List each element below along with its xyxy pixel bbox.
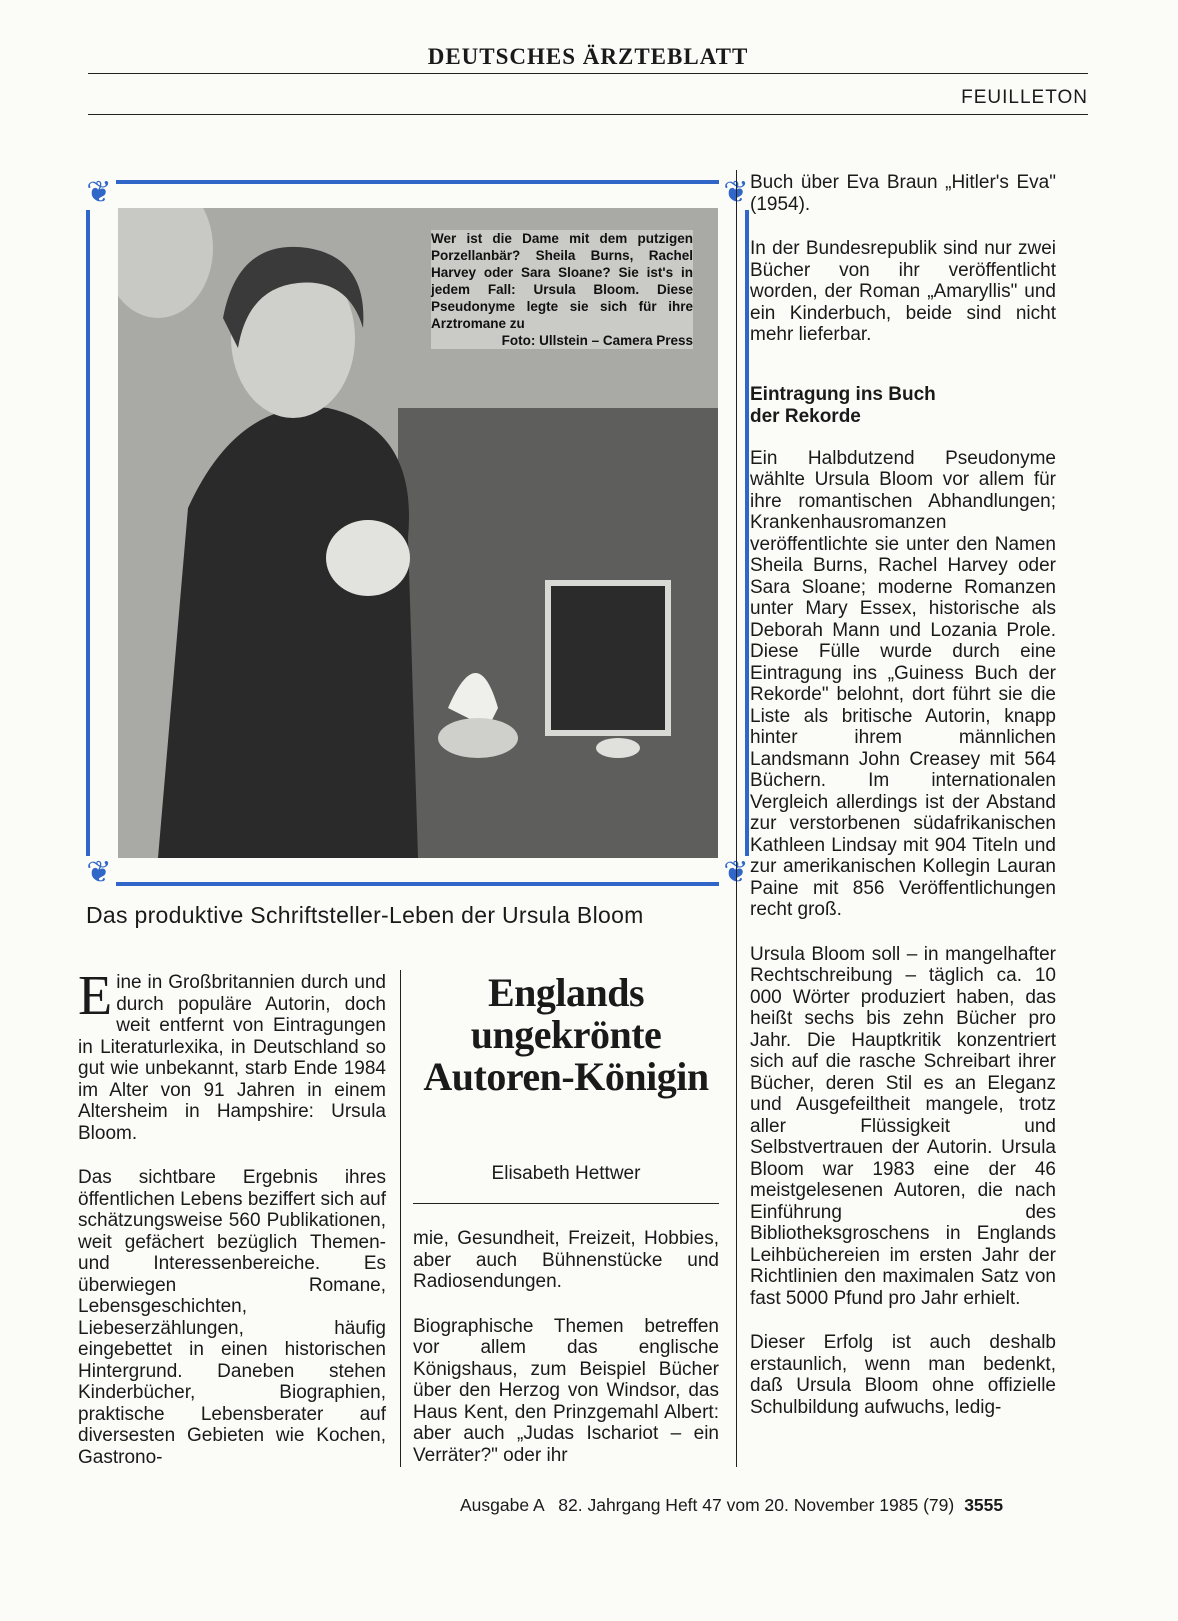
page-number: 3555	[964, 1495, 1004, 1515]
paragraph	[78, 965, 386, 1144]
paragraph: Biographische Themen betreffen vor allem das englische Königshaus, zum Beispiel Bücher über den Herzog von Windsor, das Haus Kent, den Prinzgemahl Albert: aber auch „Judas Ischariot – ein Verräter?" oder ihr	[413, 1315, 719, 1466]
section-label: FEUILLETON	[961, 87, 1088, 108]
column-3	[750, 172, 1056, 1441]
ornament-icon: ❦	[719, 176, 753, 210]
photo-caption	[431, 230, 693, 349]
column-divider	[736, 170, 737, 1467]
headline-rule	[413, 1203, 719, 1204]
photo-caption-text: Wer ist die Dame mit dem putzigen Porzellanbär? Sheila Burns, Rachel Harvey oder Sara Sloane? Sie ist's in jedem Fall: Ursula Bloom. Diese Pseudonyme legte sie sich für ihre Arztromane zu	[431, 231, 693, 331]
article-author: Elisabeth Hettwer	[491, 1163, 641, 1184]
paragraph: Dieser Erfolg ist auch deshalb erstaunlich, wenn man bedenkt, daß Ursula Bloom ohne offizielle Schulbildung aufwuchs, ledig-	[750, 1332, 1056, 1418]
column-divider	[400, 970, 401, 1467]
paragraph: Ursula Bloom soll – in mangelhafter Rechtschreibung – täglich ca. 10 000 Wörter produziert haben, das heißt sechs bis zehn Bücher pro Jahr. Die Hauptkritik konzentriert sich auf die rasche Schreibart ihrer Bücher, deren Stil es an Eleganz und Ausgefeiltheit mangele, trotz aller Flüssigkeit und Selbstvertrauen der Autorin. Ursula Bloom war 1983 eine der 46 meistgelesenen Autoren, die nach Einführung des Bibliotheksgroschens in Englands Leihbüchereien im ersten Jahr der Richtlinien den maximalen Satz von fast 5000 Pfund pro Jahr erhielt.	[750, 943, 1056, 1309]
author-photo	[118, 208, 718, 858]
paragraph: In der Bundesrepublik sind nur zwei Bücher von ihr veröffentlicht worden, der Roman „Amaryllis" und ein Kinderbuch, beide sind nicht mehr lieferbar.	[750, 238, 1056, 345]
drop-cap: E	[78, 965, 113, 1027]
section-rule	[88, 114, 1088, 115]
paragraph: Buch über Eva Braun „Hitler's Eva" (1954).	[750, 172, 1056, 215]
column-2	[413, 1228, 719, 1489]
page-footer	[460, 1495, 1003, 1516]
paragraph: mie, Gesundheit, Freizeit, Hobbies, aber auch Bühnenstücke und Radiosendungen.	[413, 1228, 719, 1292]
article-subtitle: Das produktive Schriftsteller-Leben der Ursula Bloom	[86, 902, 644, 928]
masthead: DEUTSCHES ÄRZTEBLATT	[427, 44, 749, 69]
section-subhead: Eintragung ins Buch der Rekorde	[750, 383, 936, 427]
ornament-icon: ❦	[82, 856, 116, 890]
ornament-icon: ❦	[82, 176, 116, 210]
paragraph: Ein Halbdutzend Pseudonyme wählte Ursula Bloom vor allem für ihre romantischen Abhandlungen; Krankenhausromanzen veröffentlichte sie unter den Namen Sheila Burns, Rachel Harvey oder Sara Sloane; moderne Romanzen unter Mary Essex, historische als Deborah Mann und Lozania Prole. Diese Fülle wurde durch eine Eintragung ins „Guiness Buch der Rekorde" belohnt, dort führt sie die Liste als britische Autorin, knapp hinter ihrem männlichen Landsmann John Creasey mit 564 Büchern. Im internationalen Vergleich allerdings ist der Abstand zur verstorbenen südafrikanischen Kathleen Lindsay mit 904 Titeln und zur amerikanischen Kollegin Lauran Paine mit 856 Veröffentlichungen recht groß.	[750, 447, 1056, 920]
photo-credit: Foto: Ullstein – Camera Press	[501, 333, 693, 348]
article-headline: Englands ungekrönte Autoren-Königin	[423, 970, 709, 1099]
issue-info: Ausgabe A 82. Jahrgang Heft 47 vom 20. November 1985 (79)	[460, 1495, 955, 1515]
paragraph: Das sichtbare Ergebnis ihres öffentlichen Lebens beziffert sich auf schätzungsweise 560 Publikationen, weit gefächert bezüglich Themen- und Interessenbereiche. Es überwiegen Romane, Lebensgeschichten, Liebeserzählungen, häufig eingebettet in einen historischen Hintergrund. Daneben stehen Kinderbücher, Biographien, praktische Lebensberater auf diversesten Gebieten wie Kochen, Gastrono-	[78, 1167, 386, 1468]
column-1	[78, 965, 386, 1491]
paragraph-text: ine in Großbritannien durch und durch populäre Autorin, doch weit entfernt von Eintragungen in Literaturlexika, in Deutschland so gut wie unbekannt, starb Ende 1984 im Alter von 91 Jahren in einem Altersheim in Hampshire: Ursula Bloom.	[78, 972, 386, 1144]
header-rule	[88, 73, 1088, 74]
ornament-icon: ❦	[719, 856, 753, 890]
